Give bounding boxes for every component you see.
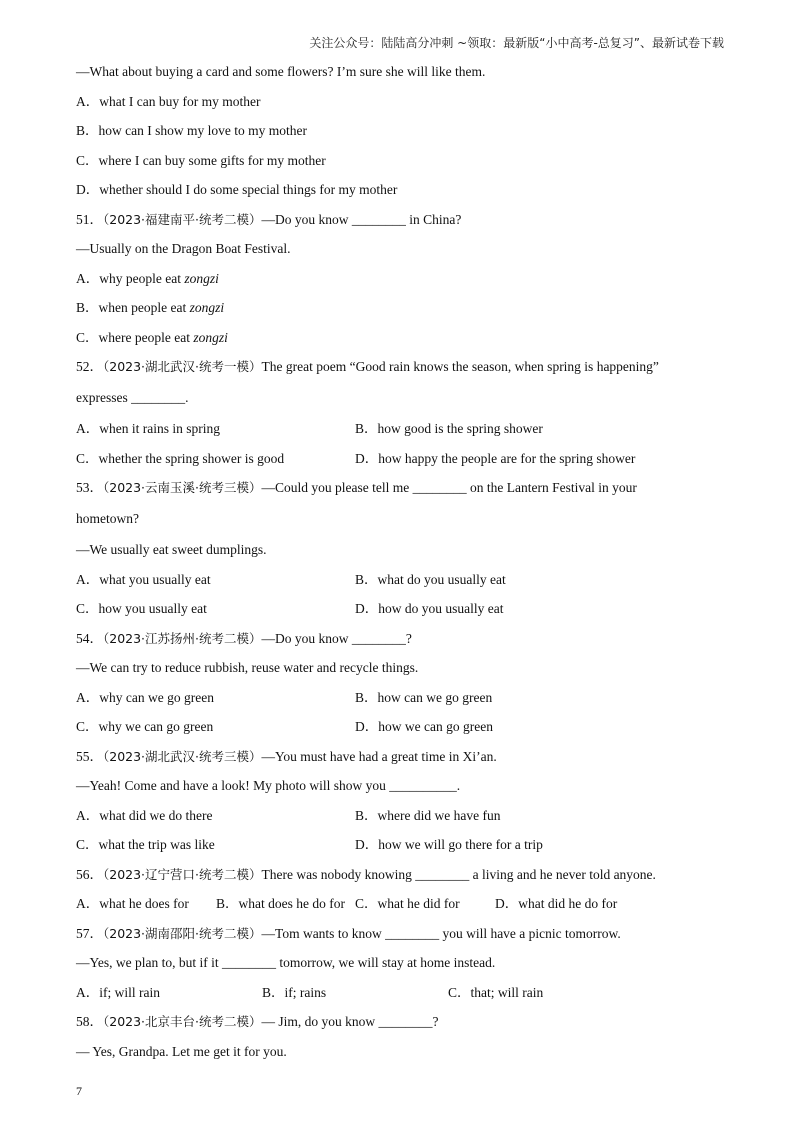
q52-number: 52． — [76, 359, 103, 374]
q55-options-row-2 — [76, 836, 726, 866]
q54-source: （2023·江苏扬州·统考二模） — [103, 630, 262, 646]
q54-option-c: C．why we can go green — [76, 719, 214, 734]
q54-stem-line — [76, 630, 726, 660]
q55-option-a: A．what did we do there — [76, 807, 213, 823]
page-number: 7 — [76, 1084, 82, 1098]
document-body — [76, 63, 726, 1072]
q51-stem: —Do you know ________ in China? — [261, 211, 462, 227]
q53-option-d: D．how do you usually eat — [355, 601, 504, 616]
q52-option-a: A．when it rains in spring — [76, 421, 220, 436]
q53-reply: —We usually eat sweet dumplings. — [76, 542, 267, 557]
q52-stem: The great poem “Good rain knows the season, when spring is happening” — [261, 359, 659, 374]
page-header: 关注公众号：陆陆高分冲刺 ~领取：最新版“小中高考-总复习”、最新试卷下载 — [309, 36, 724, 50]
q57-stem: —Tom wants to know ________ you will have a picnic tomorrow. — [261, 925, 621, 941]
q53-stem-line — [76, 479, 726, 510]
q55-option-b: B．where did we have fun — [355, 807, 501, 823]
q57-number: 57． — [76, 925, 103, 941]
q57-option-c: C．that; will rain — [448, 984, 544, 1000]
q53-options-row-2 — [76, 600, 726, 630]
q55-reply: —Yeah! Come and have a look! My photo will show you __________. — [76, 778, 461, 793]
q50-option-d: D．whether should I do some special things for my mother — [76, 182, 398, 197]
q51-number: 51． — [76, 211, 103, 227]
q52-options-row-1 — [76, 420, 726, 450]
q54-option-a: A．why can we go green — [76, 689, 214, 705]
q53-stem-cont: hometown? — [76, 511, 139, 526]
q54-options-row-2 — [76, 718, 726, 748]
q54-number: 54． — [76, 630, 103, 646]
q56-option-c: C．what he did for — [355, 896, 460, 911]
q57-source: （2023·湖南邵阳·统考二模） — [103, 925, 262, 941]
q55-number: 55． — [76, 748, 103, 764]
q56-stem: There was nobody knowing ________ a living and he never told anyone. — [261, 866, 656, 882]
q54-option-d: D．how we can go green — [355, 719, 493, 734]
q58-source: （2023·北京丰台·统考二模） — [103, 1014, 262, 1029]
q52-option-d: D．how happy the people are for the spring shower — [355, 450, 636, 466]
q56-number: 56． — [76, 866, 103, 882]
q55-source: （2023·湖北武汉·统考三模） — [103, 748, 262, 764]
q50-option-a: A．what I can buy for my mother — [76, 93, 261, 109]
q52-option-b: B．how good is the spring shower — [355, 421, 543, 436]
q52-stem-line — [76, 358, 726, 389]
q56-source: （2023·辽宁营口·统考二模） — [103, 866, 262, 882]
q51-stem-line — [76, 211, 726, 241]
q57-stem-line — [76, 925, 726, 955]
q52-stem-cont: expresses ________. — [76, 390, 189, 405]
q51-option-a-italic: zongzi — [184, 270, 219, 286]
q58-stem-line — [76, 1013, 726, 1043]
q51-option-c — [76, 329, 726, 359]
q51-option-b-text: B．when people eat — [76, 300, 190, 315]
q51-option-a-text: A．why people eat — [76, 270, 185, 286]
q52-options-row-2 — [76, 450, 726, 480]
q51-option-a — [76, 270, 726, 300]
q58-reply: — Yes, Grandpa. Let me get it for you. — [76, 1043, 287, 1059]
q54-reply: —We can try to reduce rubbish, reuse water and recycle things. — [76, 660, 419, 675]
q56-stem-line — [76, 866, 726, 896]
q54-options-row-1 — [76, 689, 726, 719]
q53-option-b: B．what do you usually eat — [355, 571, 506, 587]
q58-stem: — Jim, do you know ________? — [261, 1014, 439, 1029]
q55-option-d: D．how we will go there for a trip — [355, 837, 543, 852]
q56-option-b: B．what does he do for — [216, 896, 345, 911]
q51-source: （2023·福建南平·统考二模） — [103, 211, 262, 227]
q53-option-c: C．how you usually eat — [76, 601, 207, 616]
q53-number: 53． — [76, 480, 103, 495]
q57-reply: —Yes, we plan to, but if it ________ tomorrow, we will stay at home instead. — [76, 955, 496, 970]
q51-option-b-italic: zongzi — [189, 300, 225, 315]
q53-options-row-1 — [76, 571, 726, 601]
q57-option-a: A．if; will rain — [76, 984, 160, 1000]
q56-options-row — [76, 895, 726, 925]
q52-source: （2023·湖北武汉·统考一模） — [103, 359, 262, 374]
q50-option-c: C．where I can buy some gifts for my mother — [76, 152, 326, 168]
q53-option-a: A．what you usually eat — [76, 571, 211, 587]
q51-reply: —Usually on the Dragon Boat Festival. — [76, 241, 291, 256]
q55-options-row-1 — [76, 807, 726, 837]
q50-option-b: B．how can I show my love to my mother — [76, 123, 307, 138]
q53-stem: —Could you please tell me ________ on the Lantern Festival in your — [261, 480, 637, 495]
q57-options-row — [76, 984, 726, 1014]
q51-option-c-text: C．where people eat — [76, 329, 194, 345]
q56-option-a: A．what he does for — [76, 896, 189, 911]
q58-number: 58． — [76, 1014, 103, 1029]
q54-option-b: B．how can we go green — [355, 689, 493, 705]
q55-option-c: C．what the trip was like — [76, 837, 215, 852]
q50-reply: —What about buying a card and some flowers? I’m sure she will like them. — [76, 64, 486, 79]
q51-option-b — [76, 299, 726, 329]
q55-stem-line — [76, 748, 726, 778]
q56-option-d: D．what did he do for — [495, 896, 618, 911]
q53-source: （2023·云南玉溪·统考三模） — [103, 480, 262, 495]
q57-option-b: B．if; rains — [262, 984, 327, 1000]
q52-option-c: C．whether the spring shower is good — [76, 450, 285, 466]
q51-option-c-italic: zongzi — [193, 329, 228, 345]
q55-stem: —You must have had a great time in Xi’an. — [261, 748, 497, 764]
q54-stem: —Do you know ________? — [261, 630, 412, 646]
